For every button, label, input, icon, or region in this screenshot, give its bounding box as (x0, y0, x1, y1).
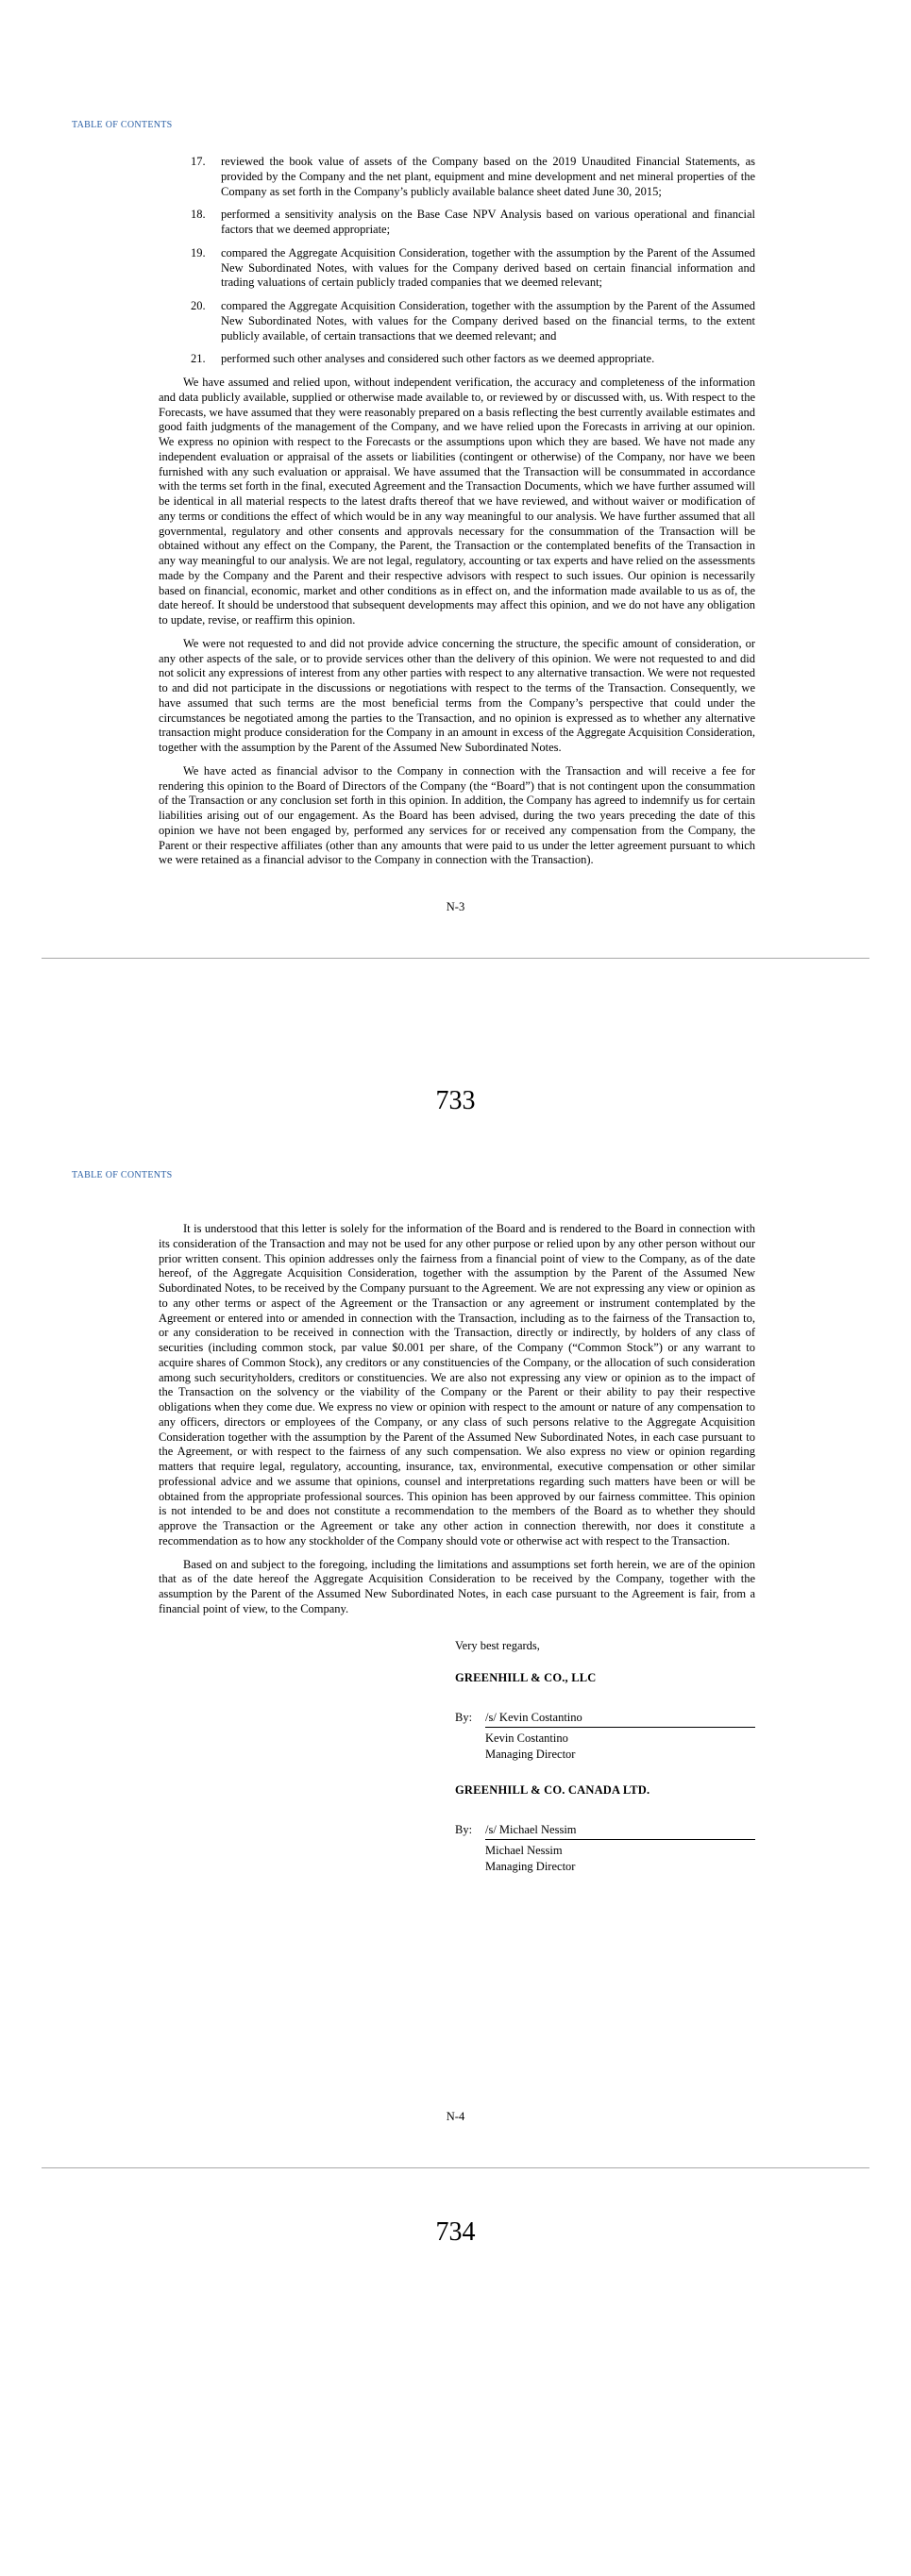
by-label: By: (455, 1711, 473, 1725)
list-item-number: 18. (191, 208, 206, 222)
signature-line-row (455, 1822, 755, 1840)
signatory-details (485, 1731, 755, 1762)
document-page-2 (0, 1116, 911, 2124)
list-item (191, 208, 755, 238)
paragraph: Based on and subject to the foregoing, including the limitations and assumptions set forth herein, we are of the opinion that as of the date hereof the Aggregate Acquisition Consideration to be received by the Company, together with the assumption by the Parent of the Assumed New Subordinated Notes, in each case pursuant to the Agreement is fair, from a financial point of view, to the Company. (159, 1557, 755, 1615)
signature-block (455, 1782, 755, 1874)
list-item (191, 352, 755, 367)
signatory-details (485, 1843, 755, 1874)
list-item-text: performed such other analyses and considered such other factors as we deemed appropriate. (221, 352, 655, 366)
list-item-number: 21. (191, 352, 206, 366)
pdf-page-number: 734 (435, 2216, 476, 2247)
signature-line-row (455, 1710, 755, 1728)
list-item-text: compared the Aggregate Acquisition Consideration, together with the assumption by the Parent of the Assumed New Subordinated Notes, with values for the Company derived based on the financial terms, to the extent publicly available, of certain transactions that we deemed relevant; and (221, 299, 755, 343)
signatory-name: Kevin Costantino (485, 1731, 568, 1746)
paragraph: We have assumed and relied upon, without independent verification, the accuracy and completeness of the information and data publicly available, supplied or otherwise made available to, or reviewed by or discussed with, us. With respect to the Forecasts, we have assumed that they were reasonably prepared on a basis reflecting the best currently available estimates and good faith judgments of the management of the Company, and we have relied upon the Forecasts in arriving at our opinion. We express no opinion with respect to the Forecasts or the assumptions upon which they are based. We have not made any independent evaluation or appraisal of the assets or liabilities (contingent or otherwise) of the Company, nor have we been furnished with any such evaluation or appraisal. We have assumed that the Transaction will be consummated in accordance with the terms set forth in the final, executed Agreement and the Transaction Documents, which we have further assumed will be identical in all material respects to the latest drafts thereof that we have reviewed, and without waiver or modification of any terms or conditions the effect of which would be in any way meaningful to our analysis. We have further assumed that all governmental, regulatory and other consents and approvals necessary for the consummation of the Transaction will be obtained without any effect on the Company, the Parent, the Transaction or the contemplated benefits of the Transaction in any way meaningful to our analysis. We are not legal, regulatory, accounting or tax experts and have relied on the assessments made by the Company and the Parent and their respective advisors with respect to such issues. Our opinion is necessarily based on financial, economic, market and other conditions as in effect on, and the information made available to us as of, the date hereof. It should be understood that subsequent developments may affect this opinion, and we do not have any obligation to update, revise, or reaffirm this opinion. (159, 376, 755, 627)
list-item (191, 299, 755, 343)
table-of-contents-link[interactable]: TABLE OF CONTENTS (72, 1170, 173, 1181)
paragraph: It is understood that this letter is solely for the information of the Board and is rendered to the Board in connection with its consideration of the Transaction and may not be used for any other purpose or relied upon by any other person without our prior written consent. This opinion addresses only the fairness from a financial point of view to the Company, as of the date hereof, of the Aggregate Acquisition Consideration, together with the assumption by the Parent of the Assumed New Subordinated Notes, to be received by the Company pursuant to the Agreement. We are not expressing any view or opinion as to any other terms or aspect of the Agreement or the Transaction or any agreement or instrument contemplated by the Agreement or entered into or amended in connection with the Transaction, including as to the fairness of the Transaction to, or any consideration to be received in connection with the Transaction, directly or indirectly, by holders of any class of securities (including common stock, par value $0.001 per share, of the Company (“Common Stock”) or any warrant to acquire shares of Common Stock), any creditors or any constituencies of the Company, or the allocation of such consideration among such securityholders, creditors or constituencies. We are also not expressing any view or opinion as to the impact of the Transaction on the solvency or the viability of the Company or the Parent or their ability to pay their respective obligations when they come due. We express no view or opinion with respect to the amount or nature of any compensation to any officers, directors or employees of the Company, or any class of such persons relative to the Aggregate Acquisition Consideration together with the assumption by the Parent of the Assumed New Subordinated Notes, in each case pursuant to the Agreement, or with respect to the fairness of any such compensation. We also express no view or opinion regarding matters that require legal, regulatory, accounting, insurance, tax, environmental, executive compensation or other similar professional advice and we assume that opinions, counsel and interpretations regarding such matters have been or will be obtained from the appropriate professional sources. This opinion has been approved by our fairness committee. This opinion is not intended to be and does not constitute a recommendation to the members of the Board as to whether they should approve the Transaction or the Agreement or take any other action in connection therewith, nor does it constitute a recommendation as to how any stockholder of the Company should vote or otherwise act with respect to the Transaction. (159, 1222, 755, 1547)
signatory-name: Michael Nessim (485, 1844, 563, 1858)
signature-line (485, 1822, 755, 1840)
signatory-title: Managing Director (485, 1859, 576, 1873)
page-footer: N-3 (446, 900, 465, 913)
list-item (191, 246, 755, 291)
list-item (191, 155, 755, 199)
paragraph: We have acted as financial advisor to the Company in connection with the Transaction and will receive a fee for rendering this opinion to the Board of Directors of the Company (the “Board”) that is not contingent upon the consummation of the Transaction or any conclusion set forth in this opinion. In addition, the Company has agreed to indemnify us for certain liabilities arising out of our engagement. As the Board has been advised, during the two years preceding the date of this opinion we have not been engaged by, performed any services for or received any compensation from the Company, the Parent or their respective affiliates (other than any amounts that were paid to us under the letter agreement pursuant to which we were retained as a financial advisor to the Company in connection with the Transaction). (159, 763, 755, 867)
numbered-list (191, 155, 755, 367)
page-divider (42, 2167, 869, 2168)
page-1-content (159, 155, 755, 868)
page-footer: N-4 (446, 2109, 465, 2123)
signature-closing: Very best regards, (455, 1638, 540, 1652)
signatory-company: GREENHILL & CO., LLC (455, 1670, 597, 1684)
list-item-text: compared the Aggregate Acquisition Consideration, together with the assumption by the Parent of the Assumed New Subordinated Notes, with values for the Company derived based on certain financial information and trading valuations of certain publicly traded companies that we deemed relevant; (221, 245, 755, 290)
list-item-number: 17. (191, 155, 206, 168)
pdf-page-number: 733 (435, 1086, 476, 1115)
list-item-number: 19. (191, 245, 206, 259)
document-page-1 (0, 0, 911, 914)
list-item-text: reviewed the book value of assets of the Company based on the 2019 Unaudited Financial Statements, as provided by the Company and the net plant, equipment and mine development and net mineral properties of the Company as set forth in the Company’s publicly available balance sheet dated June 30, 2015; (221, 155, 755, 198)
signature-text: /s/ Kevin Costantino (485, 1711, 582, 1725)
signature-area (455, 1638, 755, 1874)
list-item-text: performed a sensitivity analysis on the Base Case NPV Analysis based on various operational and financial factors that we deemed appropriate; (221, 208, 755, 236)
page-2-content (159, 1222, 755, 1617)
table-of-contents-link[interactable]: TABLE OF CONTENTS (72, 120, 173, 130)
list-item-number: 20. (191, 299, 206, 312)
signatory-company: GREENHILL & CO. CANADA LTD. (455, 1782, 650, 1797)
signatory-title: Managing Director (485, 1747, 576, 1761)
paragraph: We were not requested to and did not provide advice concerning the structure, the specific amount of consideration, or any other aspects of the sale, or to provide services other than the delivery of this opinion. We were not requested to and did not solicit any expressions of interest from any other parties with respect to any alternative transaction. We were not requested to and did not participate in the discussions or negotiations with respect to the terms of the Transaction. Consequently, we have assumed that such terms are the most beneficial terms from the Company’s perspective that could under the circumstances be negotiated among the parties to the Transaction, and no opinion is expressed as to whether any alternative transaction might produce consideration for the Company in an amount in excess of the Aggregate Acquisition Consideration, together with the assumption by the Parent of the Assumed New Subordinated Notes. (159, 636, 755, 754)
signature-line (485, 1710, 755, 1728)
signature-text: /s/ Michael Nessim (485, 1823, 577, 1837)
signature-block (455, 1670, 755, 1762)
by-label: By: (455, 1823, 473, 1837)
page-divider (42, 958, 869, 959)
